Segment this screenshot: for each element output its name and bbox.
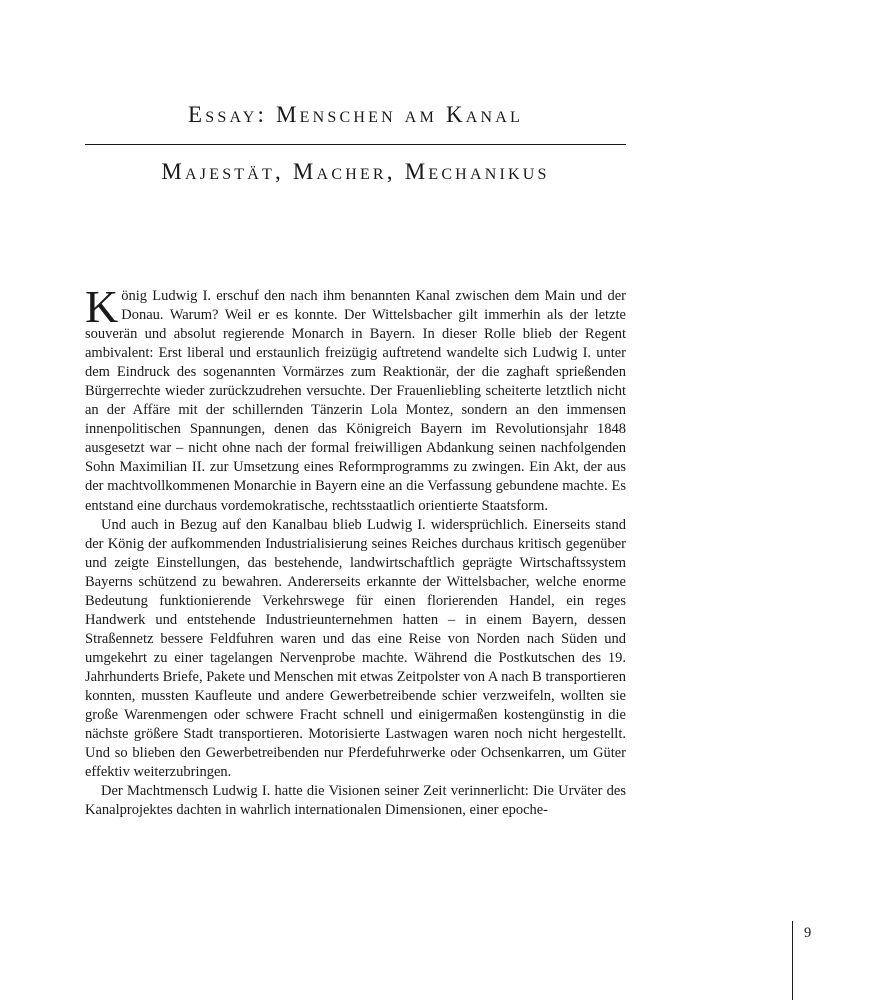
paragraph-2: Und auch in Bezug auf den Kanalbau blieb Ludwig I. widersprüchlich. Einerseits stand der König der aufkommenden Industrialisierung seines Reiches durchaus kritisch gegenüber und zeigte Einstellungen, das bestehende, landwirtschaftlich geprägte Wirtschaftssystem Bayerns schützend zu bewahren. Andererseits erkannte der Wittelsbacher, welche enorme Bedeutung funktionierende Verkehrswege für einen florierenden Handel, ein reges Handwerk und entstehende Industrieunternehmen hatten – in einem Bayern, dessen Straßennetz bessere Feldfuhren waren und das eine Reise von Norden nach Süden und umgekehrt zu einer tagelangen Nervenprobe machte. Während die Postkutschen des 19. Jahrhunderts Briefe, Pakete und Menschen mit etwas Zeitpolster von A nach B transportieren konnten, mussten Kaufleute und andere Gewerbetreibende schier verzweifeln, wollten sie große Warenmengen oder schwere Fracht schnell und einigermaßen kostengünstig in die nächste größere Stadt transportieren. Motorisierte Lastwagen waren noch nicht hergestellt. Und so blieben den Gewerbetreibenden nur Pferdefuhrwerke oder Ochsenkarren, um Güter effektiv weiterzubringen. [85,516,626,781]
paragraph-1-text: önig Ludwig I. erschuf den nach ihm benannten Kanal zwischen dem Main und der Donau. Warum? Weil er es konnte. Der Wittelsbacher gilt immerhin als der letzte souverän und absolut regierende Monarch in Bayern. In dieser Rolle blieb der Regent ambivalent: Erst liberal und erstaunlich freizügig auftretend wandelte sich Ludwig I. unter dem Eindruck des sogenannten Vormärzes zum Reaktionär, der die zaghaft sprießenden Bürgerrechte wieder zurückzudrehen versuchte. Der Frauenliebling scheiterte letztlich nicht an der Affäre mit der schillernden Tänzerin Lola Montez, sondern an den immensen innenpolitischen Spannungen, denen das Königreich Bayern im Revolutionsjahr 1848 ausgesetzt war – nicht ohne nach der formal freiwilligen Abdankung seinen nachfolgenden Sohn Maximilian II. zur Umsetzung eines Reformprogramms zu zwingen. Ein Akt, der aus der machtvollkommenen Monarchie in Bayern eine an die Verfassung gebundene machte. Es entstand eine durchaus vordemokratische, rechtsstaatlich orientierte Staatsform. [85,288,626,514]
page-number: 9 [804,925,812,941]
drop-cap: K [85,281,119,332]
essay-kicker: Essay: Menschen am Kanal [188,102,523,127]
chapter-title: Majestät, Macher, Mechanikus [161,159,550,184]
paragraph-1 [85,281,626,516]
page-number-rule [792,921,793,1000]
paragraph-3: Der Machtmensch Ludwig I. hatte die Visionen seiner Zeit verinnerlicht: Die Urväter des Kanalprojektes dachten in wahrlich internationalen Dimensionen, einer epoche- [85,783,626,819]
header-divider [85,144,626,145]
body-text [85,281,626,820]
